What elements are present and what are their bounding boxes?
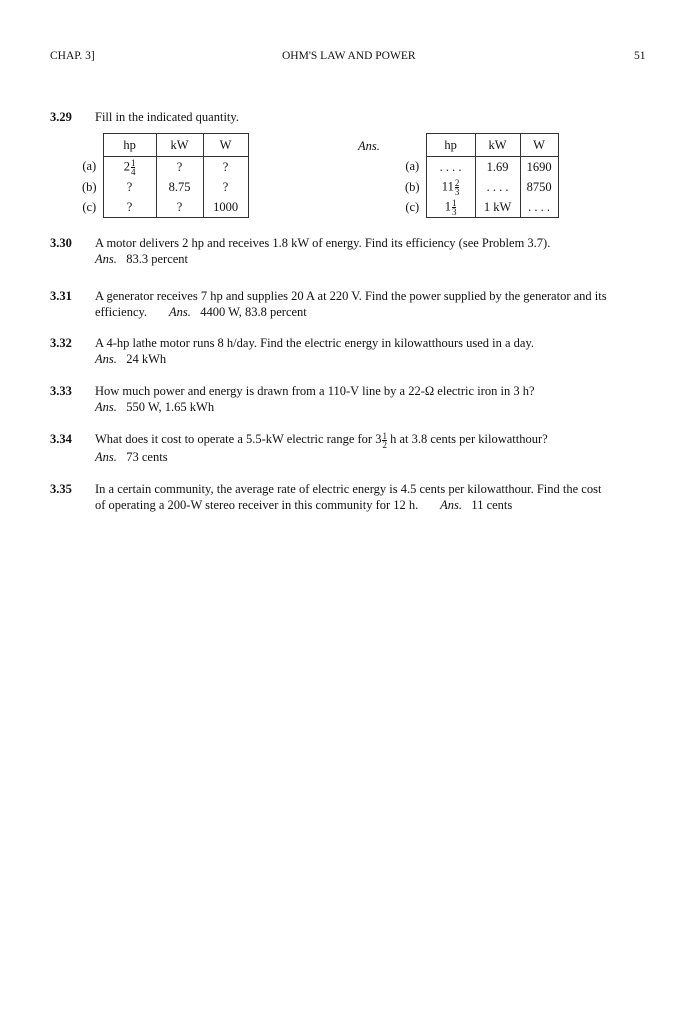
problem-text: A 4-hp lathe motor runs 8 h/day. Find the electric energy in kilowatthours used in a day. Ans. 24 kWh: [95, 336, 535, 366]
cell: . . . .: [475, 177, 520, 197]
cell: ?: [103, 197, 156, 218]
col-header: hp: [103, 134, 156, 157]
problem-text: A generator receives 7 hp and supplies 20 A at 220 V. Find the power supplied by the generator and its efficiency. Ans. 4400 W, 83.8 percent: [95, 289, 607, 319]
cell: 2 $\frac{1}{4}$: [103, 157, 156, 178]
cell: 8750: [520, 177, 558, 197]
col-header: hp: [426, 134, 475, 157]
cell: 1000: [203, 197, 248, 218]
row-label: (c): [405, 199, 420, 214]
problem-number: 3.33: [50, 384, 72, 398]
cell: 8.75: [156, 177, 203, 197]
answer-table: [405, 133, 559, 218]
col-header: W: [203, 134, 248, 157]
cell: . . . .: [520, 197, 558, 218]
cell: ?: [156, 157, 203, 178]
chapter-label: CHAP. 3]: [50, 50, 95, 62]
page-number: 51: [634, 50, 646, 62]
problem-number: 3.34: [50, 432, 72, 446]
problem-number: 3.29: [50, 110, 72, 124]
row-label: (b): [405, 179, 420, 194]
cell: ?: [203, 177, 248, 197]
problem-text: Fill in the indicated quantity.: [95, 110, 239, 124]
row-label: (c): [82, 199, 97, 214]
running-title: OHM'S LAW AND POWER: [282, 50, 416, 62]
problem-number: 3.32: [50, 336, 72, 350]
col-header: kW: [156, 134, 203, 157]
problem-text: In a certain community, the average rate of electric energy is 4.5 cents per kilowatthour. Find the cost of operating a 200-W stereo receiver in this community for 12 h. Ans. 11 cents: [95, 482, 602, 512]
problem-number: 3.35: [50, 482, 72, 496]
question-table: [82, 133, 249, 218]
problem-text: How much power and energy is drawn from a 110-V line by a 22-Ω electric iron in 3 h? Ans. 550 W, 1.65 kWh: [95, 384, 535, 414]
row-label: (b): [82, 179, 97, 194]
cell: 1 $\frac{1}{3}$: [426, 197, 475, 218]
cell: . . . .: [426, 157, 475, 178]
col-header: W: [520, 134, 558, 157]
row-label: (a): [82, 159, 97, 174]
cell: ?: [203, 157, 248, 178]
row-label: (a): [405, 159, 420, 174]
cell: 1 kW: [475, 197, 520, 218]
cell: 11 $\frac{2}{3}$: [426, 177, 475, 197]
cell: 1.69: [475, 157, 520, 178]
col-header: kW: [475, 134, 520, 157]
problem-text: A motor delivers 2 hp and receives 1.8 kW of energy. Find its efficiency (see Problem 3.7). Ans. 83.3 percent: [95, 236, 551, 266]
ans-label: Ans.: [358, 139, 380, 153]
problem-text: What does it cost to operate a 5.5-kW electric range for 3 $\frac{1}{2}$ h at 3.8 cents per kilowatthour? Ans. 73 cents: [95, 430, 548, 464]
problem-number: 3.30: [50, 236, 72, 250]
problem-number: 3.31: [50, 289, 72, 303]
cell: ?: [156, 197, 203, 218]
cell: 1690: [520, 157, 558, 178]
cell: ?: [103, 177, 156, 197]
